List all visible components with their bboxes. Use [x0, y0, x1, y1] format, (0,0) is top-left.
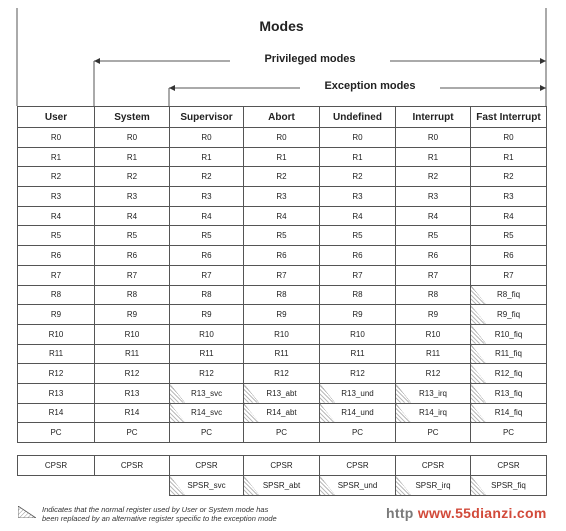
register-cell: R0: [396, 128, 471, 148]
register-cell: R13: [18, 383, 95, 403]
register-cell: PC: [396, 423, 471, 443]
register-cell: PC: [170, 423, 244, 443]
col-abort: Abort: [244, 107, 320, 128]
register-cell: R7: [95, 265, 170, 285]
register-cell: R8: [95, 285, 170, 305]
register-cell: R3: [396, 187, 471, 207]
register-cell: R8: [244, 285, 320, 305]
register-cell: PC: [320, 423, 396, 443]
banked-register-icon: [18, 506, 36, 518]
col-undefined: Undefined: [320, 107, 396, 128]
register-cell: R11: [244, 344, 320, 364]
register-cell: R2: [18, 167, 95, 187]
register-cell: R5: [396, 226, 471, 246]
register-cell: R7: [18, 265, 95, 285]
register-cell: R14_irq: [396, 403, 471, 423]
register-cell: R2: [244, 167, 320, 187]
register-cell: R11: [95, 344, 170, 364]
register-row: [18, 364, 547, 384]
register-cell: R2: [320, 167, 396, 187]
register-cell: R1: [471, 147, 547, 167]
watermark: [386, 505, 547, 521]
register-row: [18, 305, 547, 325]
register-cell: R12: [95, 364, 170, 384]
cpsr-cell: CPSR: [170, 456, 244, 476]
register-cell: PC: [18, 423, 95, 443]
cpsr-row: [18, 456, 547, 476]
register-rows: [18, 128, 547, 443]
register-cell: R4: [244, 206, 320, 226]
register-cell: R12: [244, 364, 320, 384]
register-cell: R9: [396, 305, 471, 325]
register-row: [18, 128, 547, 148]
register-cell: R6: [95, 246, 170, 266]
register-cell: PC: [471, 423, 547, 443]
register-cell: R0: [471, 128, 547, 148]
register-cell: R0: [244, 128, 320, 148]
register-cell: R6: [320, 246, 396, 266]
register-cell: R1: [170, 147, 244, 167]
register-cell: R1: [18, 147, 95, 167]
register-cell: R8: [170, 285, 244, 305]
register-cell: R7: [396, 265, 471, 285]
register-row: [18, 246, 547, 266]
register-cell: R13_abt: [244, 383, 320, 403]
register-cell: R14_und: [320, 403, 396, 423]
register-cell: R2: [170, 167, 244, 187]
register-cell: R12_fiq: [471, 364, 547, 384]
register-cell: R6: [471, 246, 547, 266]
register-cell: R6: [244, 246, 320, 266]
spsr-cell: SPSR_svc: [170, 476, 244, 496]
register-cell: R6: [170, 246, 244, 266]
register-cell: R5: [170, 226, 244, 246]
register-row: [18, 206, 547, 226]
legend-text: [42, 505, 342, 523]
cpsr-cell: CPSR: [320, 456, 396, 476]
register-cell: R3: [95, 187, 170, 207]
spsr-cell: SPSR_irq: [396, 476, 471, 496]
register-row: [18, 147, 547, 167]
legend-line-2: been replaced by an alternative register specific to the exception mode: [42, 514, 277, 523]
register-row: [18, 403, 547, 423]
cpsr-cell: CPSR: [396, 456, 471, 476]
register-cell: R6: [396, 246, 471, 266]
register-cell: R13_fiq: [471, 383, 547, 403]
register-cell: PC: [244, 423, 320, 443]
register-cell: R9_fiq: [471, 305, 547, 325]
register-cell: R0: [18, 128, 95, 148]
modes-title: Modes: [259, 18, 304, 34]
register-row: [18, 285, 547, 305]
register-cell: R12: [18, 364, 95, 384]
register-cell: R11: [170, 344, 244, 364]
register-cell: R7: [320, 265, 396, 285]
register-cell: R0: [95, 128, 170, 148]
spsr-cell: SPSR_und: [320, 476, 396, 496]
register-cell: R13_und: [320, 383, 396, 403]
register-cell: R14: [18, 403, 95, 423]
register-cell: R9: [95, 305, 170, 325]
register-cell: R7: [170, 265, 244, 285]
register-cell: R11: [396, 344, 471, 364]
register-cell: R5: [18, 226, 95, 246]
register-row: [18, 344, 547, 364]
legend-line-1: Indicates that the normal register used by User or System mode has: [42, 505, 269, 514]
register-cell: R1: [396, 147, 471, 167]
register-row: [18, 423, 547, 443]
register-cell: R10: [396, 324, 471, 344]
register-cell: R10: [170, 324, 244, 344]
register-cell: R10: [18, 324, 95, 344]
register-cell: R14_fiq: [471, 403, 547, 423]
register-cell: R4: [396, 206, 471, 226]
register-cell: R3: [18, 187, 95, 207]
register-cell: R2: [396, 167, 471, 187]
register-cell: R2: [471, 167, 547, 187]
register-cell: R5: [244, 226, 320, 246]
col-user: User: [18, 107, 95, 128]
col-interrupt: Interrupt: [396, 107, 471, 128]
register-cell: R10: [244, 324, 320, 344]
register-cell: R9: [320, 305, 396, 325]
privileged-modes-label: Privileged modes: [230, 53, 390, 65]
register-cell: R12: [396, 364, 471, 384]
register-cell: PC: [95, 423, 170, 443]
register-cell: R4: [320, 206, 396, 226]
register-cell: R9: [170, 305, 244, 325]
register-cell: R8: [320, 285, 396, 305]
register-table: [17, 106, 547, 443]
register-cell: R3: [170, 187, 244, 207]
register-cell: R12: [320, 364, 396, 384]
register-cell: R14_svc: [170, 403, 244, 423]
register-cell: R13_irq: [396, 383, 471, 403]
register-cell: R0: [170, 128, 244, 148]
status-register-table: [17, 455, 547, 496]
cpsr-cell: CPSR: [471, 456, 547, 476]
register-cell: R10: [95, 324, 170, 344]
spsr-cell: SPSR_abt: [244, 476, 320, 496]
register-cell: R6: [18, 246, 95, 266]
col-supervisor: Supervisor: [170, 107, 244, 128]
register-row: [18, 167, 547, 187]
cpsr-cell: CPSR: [18, 456, 95, 476]
spsr-cell: SPSR_fiq: [471, 476, 547, 496]
register-cell: R3: [471, 187, 547, 207]
register-row: [18, 383, 547, 403]
register-cell: R4: [170, 206, 244, 226]
register-cell: R9: [244, 305, 320, 325]
register-cell: R11: [320, 344, 396, 364]
register-cell: R8: [18, 285, 95, 305]
spsr-empty-cell: [18, 476, 95, 496]
register-cell: R10: [320, 324, 396, 344]
register-cell: R10_fiq: [471, 324, 547, 344]
register-cell: R4: [95, 206, 170, 226]
col-fast-interrupt: Fast Interrupt: [471, 107, 547, 128]
register-cell: R13_svc: [170, 383, 244, 403]
spsr-empty-cell: [95, 476, 170, 496]
register-cell: R14: [95, 403, 170, 423]
register-cell: R5: [320, 226, 396, 246]
register-cell: R7: [471, 265, 547, 285]
register-row: [18, 187, 547, 207]
spsr-row: [18, 476, 547, 496]
exception-modes-label: Exception modes: [300, 80, 440, 92]
register-row: [18, 324, 547, 344]
register-cell: R12: [170, 364, 244, 384]
watermark-site: www.55dianzi.com: [417, 505, 547, 521]
register-row: [18, 265, 547, 285]
register-cell: R13: [95, 383, 170, 403]
watermark-prefix: http: [386, 505, 414, 521]
col-system: System: [95, 107, 170, 128]
register-cell: R5: [471, 226, 547, 246]
register-cell: R8: [396, 285, 471, 305]
mode-header-row: [18, 107, 547, 128]
register-cell: R11_fiq: [471, 344, 547, 364]
register-cell: R2: [95, 167, 170, 187]
register-cell: R1: [244, 147, 320, 167]
register-cell: R1: [95, 147, 170, 167]
register-cell: R1: [320, 147, 396, 167]
register-cell: R9: [18, 305, 95, 325]
register-row: [18, 226, 547, 246]
register-cell: R5: [95, 226, 170, 246]
cpsr-cell: CPSR: [95, 456, 170, 476]
register-cell: R3: [244, 187, 320, 207]
register-cell: R0: [320, 128, 396, 148]
cpsr-cell: CPSR: [244, 456, 320, 476]
register-cell: R4: [18, 206, 95, 226]
register-cell: R4: [471, 206, 547, 226]
register-cell: R14_abt: [244, 403, 320, 423]
register-cell: R8_fiq: [471, 285, 547, 305]
register-cell: R11: [18, 344, 95, 364]
register-cell: R7: [244, 265, 320, 285]
register-cell: R3: [320, 187, 396, 207]
